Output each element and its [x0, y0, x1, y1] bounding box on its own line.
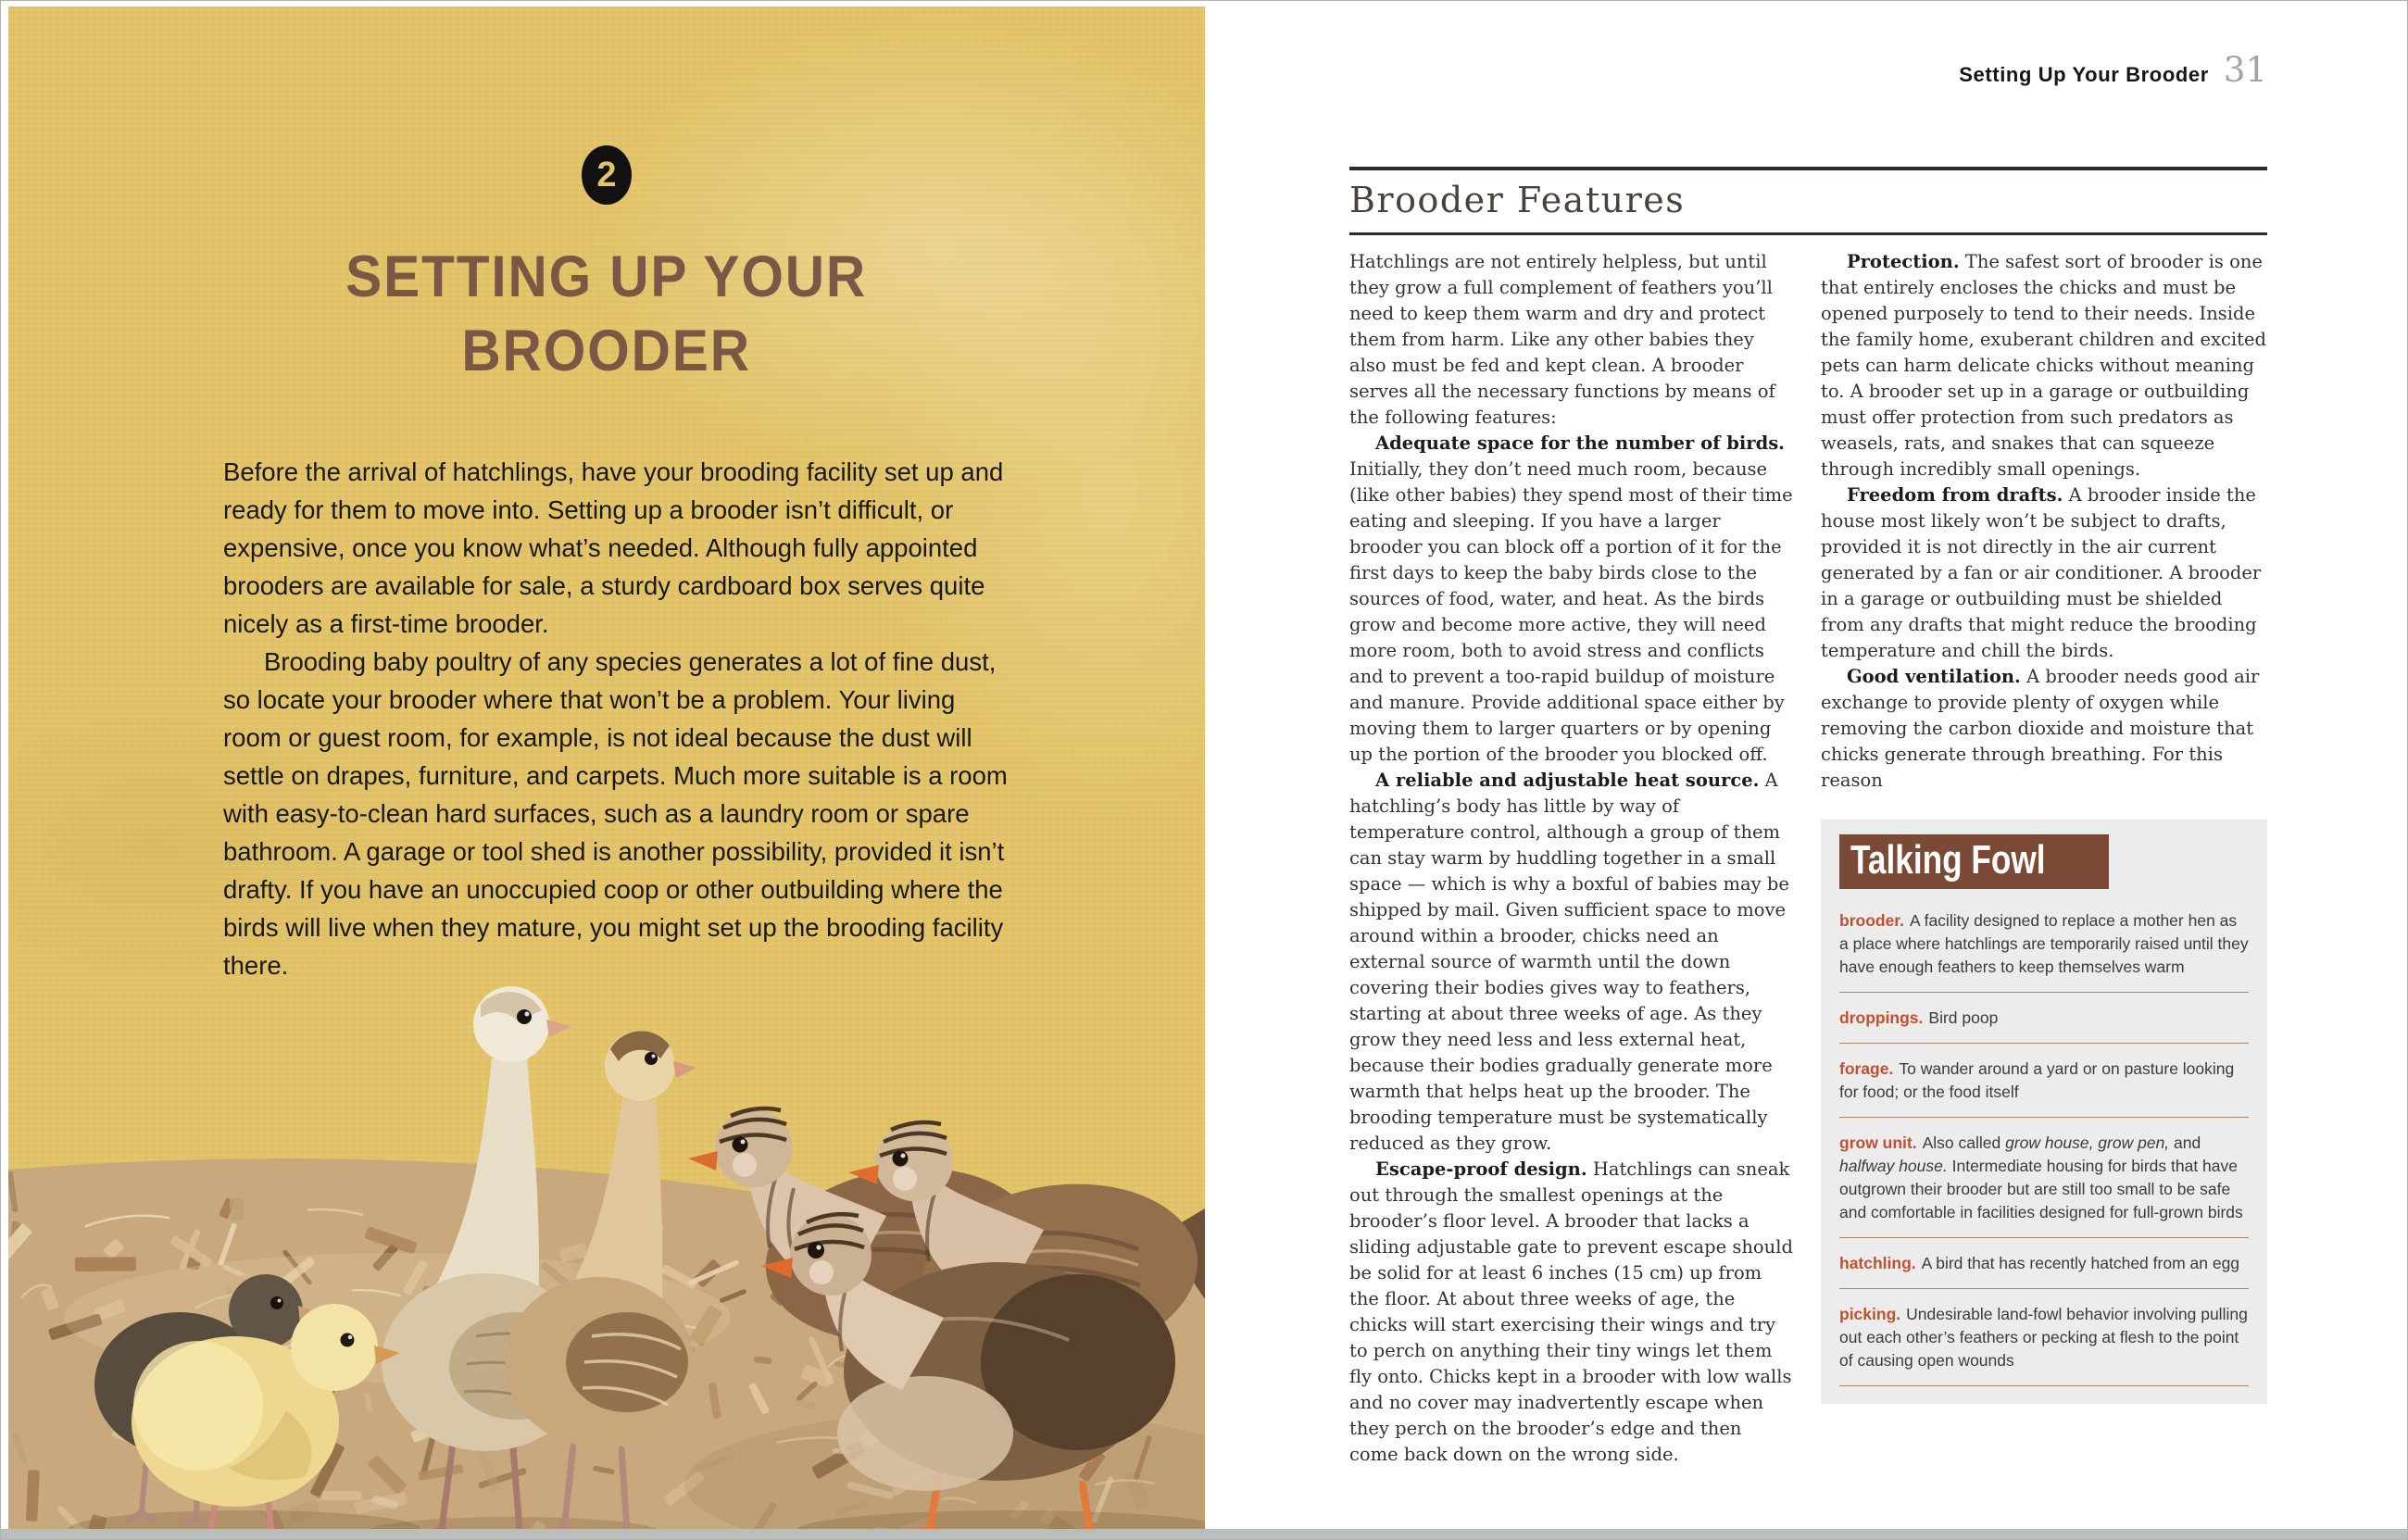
glossary-divider [1839, 1385, 2249, 1386]
body-paragraph: A reliable and adjustable heat source. A hatchling’s body has little by way of temperature control, although a group of them can stay warm by huddling together in a small space — which is why a boxful of babies may be shipped by mail. Given sufficient space to move around within a brooder, chicks need an external source of warmth until the down covering their bodies gives way to feathers, starting at about three weeks of age. As they grow they need less and less external heat, because their bodies gradually generate more warmth that helps heat up the brooder. The brooding temperature must be systematically reduced as they grow. [1349, 770, 1789, 1154]
paragraph-lead-in: A reliable and adjustable heat source. [1375, 770, 1760, 791]
glossary-definition: Bird poop [1928, 1008, 1999, 1028]
section-heading: Brooder Features [1349, 180, 1686, 220]
glossary-divider [1839, 1043, 2249, 1044]
glossary-divider [1839, 992, 2249, 993]
glossary-list [1839, 909, 2249, 1386]
glossary-entry [1839, 1058, 2249, 1104]
glossary-definition: A facility designed to replace a mother hen as a place where hatchlings are temporarily raised until they have enough feathers to keep themselves warm [1839, 911, 2249, 977]
chicks-illustration [8, 929, 1205, 1531]
glossary-divider [1839, 1237, 2249, 1238]
glossary-definition: To wander around a yard or on pasture looking for food; or the food itself [1839, 1059, 2235, 1102]
talking-fowl-glossary-box [1821, 820, 2267, 1404]
body-paragraph: Freedom from drafts. A brooder inside the house most likely won’t be subject to drafts, provided it is not directly in the air current generated by a fan or air conditioner. A brooder in a garage or outbuilding must be shielded from any drafts that might reduce the brooding temperature and chill the birds. [1821, 484, 2262, 661]
body-paragraph: Hatchlings are not entirely helpless, but until they grow a full complement of feathers you’ll need to keep them warm and dry and protect them from harm. Like any other babies they also must be fed and kept clean. A brooder serves all the necessary functions by means of the following features: [1349, 251, 1775, 428]
body-paragraph: Adequate space for the number of birds. Initially, they don’t need much room, because (like other babies) they spend most of their time eating and sleeping. If you have a larger brooder you can block off a portion of it for the first days to keep the baby birds close to the sources of food, water, and heat. As the birds grow and become more active, they will need more room, both to avoid stress and conflicts and to prevent a too-rapid buildup of moisture and manure. Provide additional space either by moving them to larger quarters or by opening up the portion of the brooder you blocked off. [1349, 432, 1793, 765]
glossary-term: grow unit. [1839, 1133, 1917, 1153]
running-header: Setting Up Your Brooder [1959, 63, 2209, 86]
paragraph-lead-in: Freedom from drafts. [1847, 484, 2063, 506]
running-header-row [1349, 50, 2267, 90]
paragraph-lead-in: Protection. [1847, 251, 1960, 272]
body-paragraph: Good ventilation. A brooder needs good air exchange to provide plenty of oxygen while removing the carbon dioxide and moisture that chicks generate through breathing. For this reason [1821, 666, 2260, 791]
glossary-entry [1839, 1303, 2249, 1372]
paragraph-lead-in: Adequate space for the number of birds. [1375, 432, 1785, 454]
glossary-definition: Also called grow house, grow pen, and halfway house. Intermediate housing for birds that have outgrown their brooder but are still too small to be safe and comfortable in facilities designed for full-grown birds [1839, 1133, 2243, 1222]
glossary-term: forage. [1839, 1059, 1894, 1079]
paragraph-lead-in: Good ventilation. [1847, 666, 2021, 687]
body-paragraph: Escape-proof design. Hatchlings can sneak out through the smallest openings at the brooder’s floor level. A brooder that lacks a sliding adjustable gate to prevent escape should be solid for at least 6 inches (15 cm) up from the floor. At about three weeks of age, the chicks will start exercising their wings and try to perch on anything their tiny wings let them fly onto. Chicks kept in a brooder with low walls and no cover may inadvertently escape when they perch on the brooder’s edge and then come back down on the wrong side. [1349, 1158, 1793, 1465]
glossary-term: hatchling. [1839, 1254, 1916, 1273]
glossary-term: droppings. [1839, 1008, 1924, 1028]
glossary-term: picking. [1839, 1305, 1901, 1324]
glossary-banner [1839, 834, 2109, 889]
chapter-number: 2 [596, 156, 617, 194]
body-column-2 [1821, 249, 2267, 1468]
glossary-entry [1839, 1132, 2249, 1224]
body-columns [1349, 249, 2267, 1468]
chapter-title [8, 240, 1205, 388]
glossary-divider [1839, 1288, 2249, 1289]
glossary-entry [1839, 1252, 2249, 1275]
section-heading-block [1349, 167, 2267, 235]
right-page-body [1205, 1, 2403, 1531]
intro-paragraph: Brooding baby poultry of any species generates a lot of fine dust, so locate your brooder where that won’t be a problem. Your living room or guest room, for example, is not ideal because the dust will settle on drapes, furniture, and carpets. Much more suitable is a room with easy-to-clean hard surfaces, such as a laundry room or spare bathroom. A garage or tool shed is another possibility, provided it isn’t drafty. If you have an unoccupied coop or other outbuilding where the birds will live when they mature, you might set up the brooding facility there. [223, 647, 1008, 980]
page-bottom-edge [1, 1529, 2407, 1539]
glossary-divider [1839, 1117, 2249, 1118]
chapter-number-badge [582, 145, 632, 205]
body-paragraph: Protection. The safest sort of brooder is one that entirely encloses the chicks and must be opened purposely to tend to their needs. Inside the family home, exuberant children and excited pets can harm delicate chicks without meaning to. A brooder set up in a garage or outbuilding must offer protection from such predators as weasels, rats, and snakes that can squeeze through incredibly small openings. [1821, 251, 2267, 480]
left-page-chapter-opener [8, 6, 1205, 1531]
glossary-entry [1839, 1007, 2249, 1030]
body-column-1 [1349, 249, 1796, 1468]
chapter-intro [223, 453, 1018, 984]
glossary-term: brooder. [1839, 911, 1905, 931]
page-number: 31 [2223, 50, 2267, 90]
glossary-title: Talking Fowl [1850, 837, 2046, 883]
glossary-definition: A bird that has recently hatched from an egg [1921, 1254, 2240, 1273]
glossary-entry [1839, 909, 2249, 979]
chapter-title-line2: BROODER [461, 319, 752, 383]
glossary-definition: Undesirable land-fowl behavior involving pulling out each other’s feathers or pecking at flesh to the point of causing open wounds [1839, 1305, 2248, 1371]
intro-paragraph: Before the arrival of hatchlings, have your brooding facility set up and ready for them to move into. Setting up a brooder isn’t difficult, or expensive, once you know what’s needed. Although fully appointed brooders are available for sale, a sturdy cardboard box serves quite nicely as a first-time brooder. [223, 457, 1004, 638]
chapter-title-line1: SETTING UP YOUR [345, 244, 868, 309]
paragraph-lead-in: Escape-proof design. [1375, 1158, 1587, 1180]
